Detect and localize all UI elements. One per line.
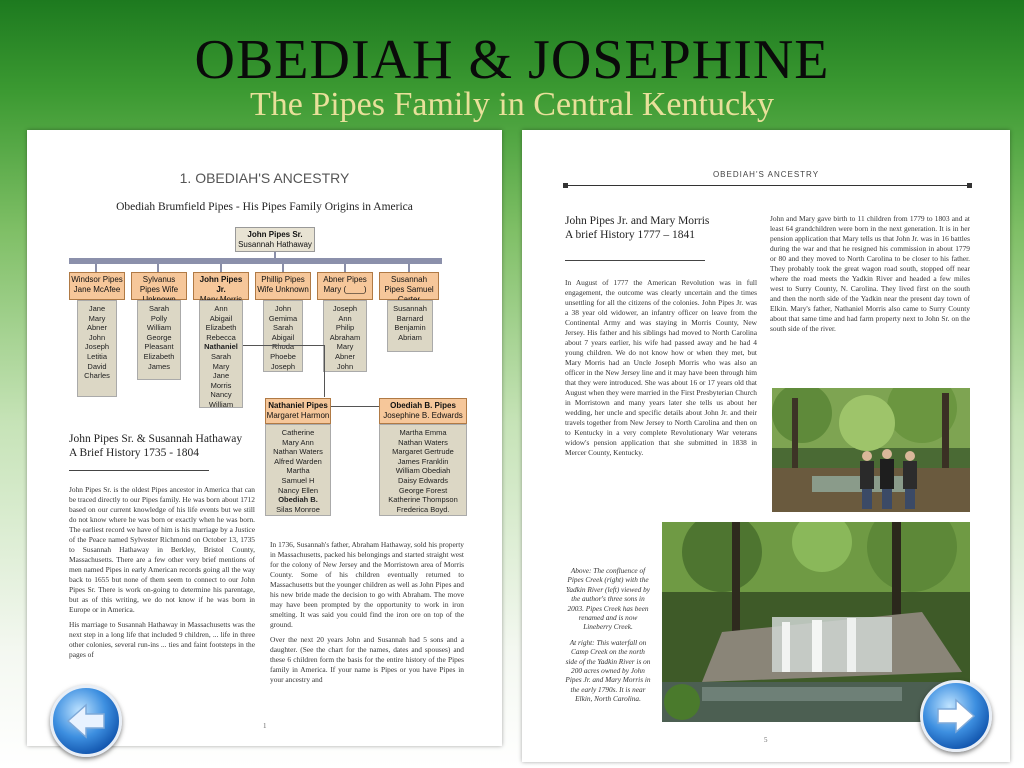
history-column-2 (270, 540, 464, 730)
history-rule (565, 260, 705, 261)
child-name: Frederica Boyd. (396, 504, 450, 514)
nathaniel-connector-drop (324, 379, 325, 397)
previous-slide-button[interactable] (50, 685, 122, 757)
child-name: Abigail (271, 332, 295, 342)
child-name: George Forest (398, 485, 448, 495)
child-name: Alfred Warden (274, 456, 322, 466)
child-name: Sarah (210, 351, 231, 361)
family-chart-title: Obediah Brumfield Pipes - His Pipes Family Origins in America (116, 201, 413, 213)
child-name: Abner (334, 351, 355, 361)
child-name: Margaret Gertrude (392, 447, 454, 457)
child-name: Jane (212, 371, 230, 381)
nathaniel-spouse: Margaret Harmon (266, 411, 330, 420)
child-name: Martha Emma (399, 428, 447, 437)
child-name: Joseph (332, 304, 358, 313)
family-box-windsor (69, 272, 125, 300)
child-name: John (274, 304, 292, 313)
family-box-phillip (255, 272, 311, 300)
child-name: Mary (212, 361, 230, 371)
history-heading (565, 214, 765, 242)
history-column-1: In August of 1777 the American Revolution was in full engagement, the outcome was clearly uncertain and the times unsettling for all the citizens of the colonies. John Pipes Jr. was a 38 year old widower, an infantry officer on leave from the Continental Army and was staying in Morris County, New Jersey. His father and his siblings had moved to North Carolina about 7 years earlier, his wife had passed away and he had 4 young children. We do not know how or when they met, but Mary Morris had an Uncle Joseph Morris who was also an officer in the New Jersey line and it may have been through him that they were introduced. She was about 16 or 17 years old that August when they were married in the First Presbyterian Church in Morristown and many years later she tells us about her wedding, her uncle and specific details about John Jr. and their travels together from New Jersey to North Carolina and then on to Kentucky in a very complete Revolutionary War veterans widow's pension application that she submitted in 1838 in Mercer County, Kentucky. (565, 278, 757, 457)
children-list-john-jr (199, 300, 243, 408)
family-spouse: Wife Unknown (257, 285, 309, 294)
child-name: Elizabeth (205, 323, 237, 333)
child-name: William (208, 399, 234, 409)
history-title-line-1: John Pipes Sr. & Susannah Hathaway (69, 433, 243, 445)
child-name: Pleasant (144, 342, 174, 352)
child-name: William (146, 323, 172, 333)
family-name: Phillip Pipes (261, 275, 305, 284)
child-name: Mary Ann (282, 437, 314, 447)
child-name: Abigail (209, 313, 233, 323)
paragraph: In 1736, Susannah's father, Abraham Hathaway, sold his property in Massachusetts, packed his belongings and started straight west for the colony of New Jersey and the Morristown area of Morris County. Some of his children eventually returned to Massachusetts but the younger children as well as John Pipes and his new bride made the decision to go with Abraham. The move may have been prompted by the opportunity to work in iron smelting. It was said you could find the iron ore on top of the ground. (270, 540, 464, 629)
root-spouse: Susannah Hathaway (238, 240, 312, 249)
children-list-abner (323, 300, 367, 372)
family-connector (282, 264, 284, 272)
caption-right: At right: This waterfall on Camp Creek on the north side of the Yadkin River is on 200 acres owned by John Pipes Jr. and Mary Morris in the early 1790s. It is near Elkin, North Carolina. (565, 637, 651, 704)
child-name: Abriam (398, 332, 422, 342)
family-connector (408, 264, 410, 272)
child-name: Philip (335, 323, 355, 333)
family-name: Sylvanus Pipes (139, 275, 176, 294)
child-name: Joseph (270, 361, 296, 371)
nathaniel-couple-box (265, 398, 331, 424)
child-name: Samuel H (281, 475, 315, 485)
family-spouse: Wife (162, 285, 179, 294)
children-list-windsor (77, 300, 117, 397)
next-slide-button[interactable] (920, 680, 992, 752)
header-rule (565, 185, 970, 186)
child-name: Phoebe (270, 351, 296, 361)
family-name: Abner Pipes (323, 275, 367, 284)
left-document-page (27, 130, 502, 746)
family-spouse: Samuel (406, 285, 434, 294)
section-heading: 1. OBEDIAH'S ANCESTRY (179, 170, 350, 186)
page-number: 1 (263, 722, 267, 730)
creek-photo-with-three-sons (772, 388, 970, 512)
child-name: Letitia (86, 351, 107, 361)
family-box-john-jr (193, 272, 249, 300)
children-list-sylvanus (137, 300, 181, 380)
child-name: John (336, 361, 354, 371)
family-connector (95, 264, 97, 272)
family-box-susannah (379, 272, 439, 300)
family-spouse: Mary (____) (323, 285, 367, 294)
child-name: John (88, 332, 106, 342)
child-name: Rebecca (206, 332, 236, 342)
child-name: Daisy Edwards (397, 475, 449, 485)
child-name: Gemima (268, 313, 298, 323)
child-name: Mary (336, 342, 354, 352)
root-name: John Pipes Sr. (247, 230, 303, 239)
child-name: Ann (338, 313, 352, 323)
page-number: 5 (764, 736, 768, 744)
family-connector (344, 264, 346, 272)
obediah-couple-box (379, 398, 467, 424)
child-name: Sarah (148, 304, 169, 313)
running-head: OBEDIAH'S ANCESTRY (712, 170, 820, 179)
slide-subtitle: The Pipes Family in Central Kentucky (249, 86, 775, 123)
history-title-line-2: A brief History 1777 – 1841 (565, 229, 696, 241)
obediah-name: Obediah B. Pipes (390, 401, 456, 410)
child-name: Charles (84, 371, 110, 381)
child-name: Nancy (210, 390, 232, 400)
child-name: Benjamin (394, 323, 426, 333)
nathaniel-name: Nathaniel Pipes (268, 401, 328, 410)
child-name: David (87, 361, 107, 371)
child-name: Nathan Waters (398, 437, 448, 447)
child-name: Ann (214, 304, 228, 313)
child-name: Abraham (329, 332, 361, 342)
family-name: Susannah Pipes (384, 275, 428, 294)
child-name: Rhoda (271, 342, 295, 352)
right-arrow-icon (936, 698, 976, 734)
paragraph: Over the next 20 years John and Susannah had 5 sons and a daughter. (See the chart for the names, dates and spouses) and these 6 children form the basis for the entire history of the Pipes family in America. If your name is Pipes or you have Pipes in your ancestry and (270, 635, 464, 684)
family-box-abner (317, 272, 373, 300)
child-name: Sarah (272, 323, 293, 333)
child-name-highlight: Nathaniel (204, 342, 238, 352)
obediah-spouse: Josephine B. Edwards (383, 411, 463, 420)
children-list-obediah (379, 424, 467, 516)
history-title-line-2: A Brief History 1735 - 1804 (69, 447, 200, 459)
child-name: Elizabeth (143, 351, 175, 361)
family-connector (157, 264, 159, 272)
caption-above: Above: The confluence of Pipes Creek (right) with the Yadkin River (left) viewed by the author's three sons in 2003. Pipes Creek has been renamed and is now Lineberry Creek. (565, 566, 651, 632)
children-list-susannah (387, 300, 433, 352)
child-name: Abner (86, 323, 107, 333)
child-name: Nathan Waters (273, 447, 323, 457)
history-rule (69, 470, 209, 471)
history-column-2: John and Mary gave birth to 11 children from 1779 to 1803 and at least 64 grandchildren were born in the next generation. It is in her pension application that Mary tells us that John Jr. was in 16 battles during the war and that he resigned his commission in about 1779 or 80 and they moved to North Carolina to be closer to his father. They probably took the great wagon road south, stopped off near where the road meets the Yadkin River and headed a few miles west to Surry County, N. Carolina. They lived first on the south and then the north side of the Yadkin near the present day town of Elkin. Mary's father, Nathaniel Morris also came to Surry County about that same time and had farm property next to John Sr. on the south side of the river. (770, 214, 970, 333)
history-heading (69, 432, 259, 460)
family-connector (220, 264, 222, 272)
family-box-sylvanus (131, 272, 187, 300)
slide-title: OBEDIAH & JOSEPHINE (194, 29, 830, 91)
photo-captions (565, 566, 651, 710)
child-name: Nancy Ellen (277, 485, 319, 495)
left-arrow-icon (66, 703, 106, 739)
root-couple-box (235, 227, 315, 252)
child-name: Susannah (393, 304, 427, 313)
child-name: Barnard (396, 313, 424, 323)
child-name-highlight: Obediah B. (278, 495, 318, 505)
child-name: Polly (150, 313, 168, 323)
nathaniel-connector (243, 345, 325, 379)
child-name: Morris (210, 380, 232, 390)
children-list-nathaniel (265, 424, 331, 516)
family-name: John Pipes Jr. (199, 275, 243, 294)
family-spouse: Jane McAfee (73, 285, 121, 294)
child-name: Martha (286, 466, 310, 476)
right-document-page (522, 130, 1010, 762)
child-name: Mary (88, 313, 106, 323)
child-name: William Obediah (395, 466, 451, 476)
child-name: Joseph (84, 342, 110, 352)
child-name: Katherine Thompson (388, 495, 458, 505)
paragraph: John Pipes Sr. is the oldest Pipes ancestor in America that can be traced directly to our Pipes family. He was born about 1712 based on our current knowledge of his life events but we still do not know where he was born or exactly when he was born. The earliest record we have of him is his marriage by a Justice of the Peace named Sylvester Richmond on October 13, 1735 to Susannah Hathaway in Berkley, Bristol County, Massachusetts. There are a few other very brief mentions of men named Pipes in early American records going all the way back to 1655 but none of them seem to connect to our John Pipes Sr. There is work on-going to determine his parentage, but as of this writing, we do not know if he was born in Europe or in America. (69, 485, 255, 614)
child-name: George (146, 332, 172, 342)
history-title-line-1: John Pipes Jr. and Mary Morris (565, 215, 710, 227)
child-name: James Franklin (397, 456, 449, 466)
child-name: Silas Monroe (276, 504, 320, 514)
child-name: Jane (88, 304, 106, 313)
child-name: James (147, 361, 171, 371)
generation-bar (69, 258, 442, 264)
obediah-connector (331, 406, 383, 486)
family-name: Windsor Pipes (71, 275, 123, 284)
child-name: Catherine (281, 428, 315, 437)
waterfall-photo (662, 522, 970, 722)
header-rule-cap (967, 183, 972, 188)
header-rule-cap (563, 183, 568, 188)
paragraph: His marriage to Susannah Hathaway in Massachusetts was the next step in a long life that included 9 children, ... life in three other colonies, several run-ins ... ties and faint footsteps in the pages of (69, 620, 255, 659)
